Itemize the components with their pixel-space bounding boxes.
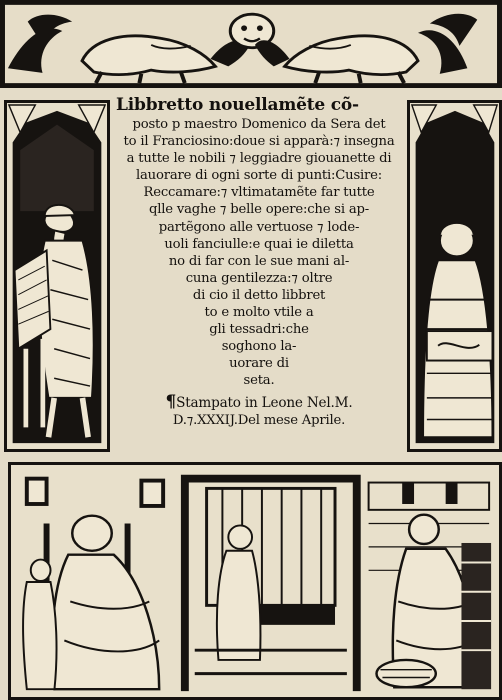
title-line: seta. (243, 373, 275, 389)
title-line: uorare di (229, 356, 289, 372)
title-line: di cio il detto libbret (192, 287, 326, 303)
title-line: uoli fanciulle:e quai ie diletta (164, 236, 354, 252)
imprint-text: Stampato in Leone Nel.M. (176, 394, 353, 411)
title-line: qlle vaghe ⁊ belle opere:che si ap- (148, 202, 370, 218)
title-line: soghono la- (221, 339, 297, 355)
imprint-line: D.⁊.XXXIJ.Del mese Aprile. (172, 412, 346, 428)
title-line: gli tessadri:che (209, 322, 309, 338)
imprint-line (112, 391, 406, 412)
title-line: a tutte le nobili ⁊ leggiadre giouanette di (126, 151, 392, 167)
title-line: lauorare di ogni sorte di punti:Cusire: (136, 168, 382, 184)
title-line: no di far con le sue mani al- (168, 253, 350, 269)
weaving-scene-woodcut-icon (8, 462, 502, 700)
title-line: posto p maestro Domenico da Sera det (132, 117, 386, 132)
title-text-block (112, 94, 406, 456)
title-line: cuna gentilezza:⁊ oltre (185, 270, 333, 286)
title-line: Libbretto nouellamẽte cõ- (116, 95, 359, 115)
title-line: to e molto vtile a (204, 305, 314, 321)
title-line: to il Franciosino:doue si apparà:⁊ insegna (123, 134, 395, 150)
title-line: Reccamare:⁊ vltimatamẽte far tutte (143, 185, 375, 201)
animal-frieze-icon (0, 0, 502, 88)
paragraph-mark-icon: ¶ (165, 391, 177, 412)
title-line: partẽgono alle vertuose ⁊ lode- (158, 219, 360, 235)
embroiderer-woodcut-icon (407, 100, 502, 452)
scribe-woodcut-icon (4, 100, 110, 452)
